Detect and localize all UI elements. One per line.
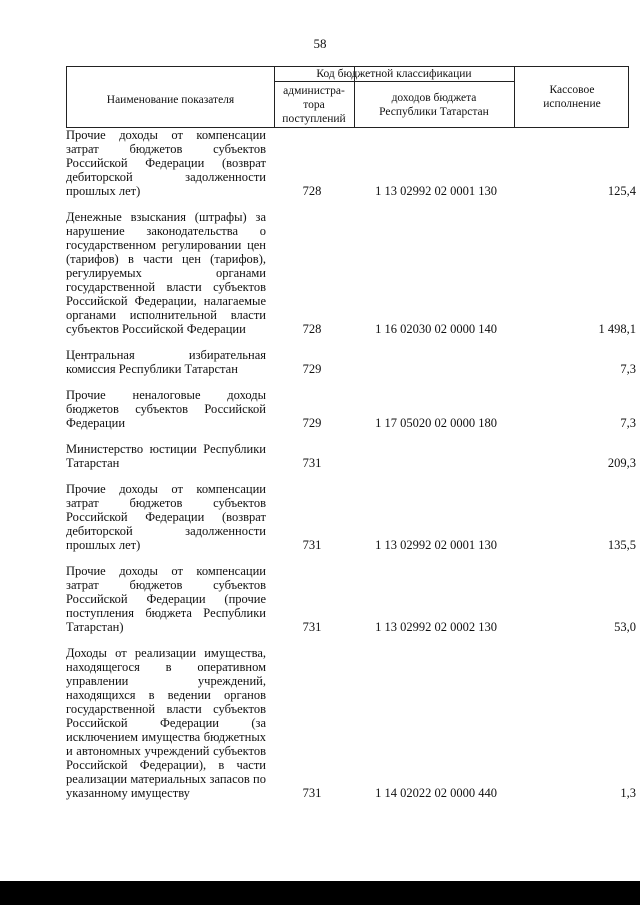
header-classification: Код бюджетной классификации	[316, 68, 472, 80]
row-amount: 135,5	[607, 538, 636, 552]
table-row	[66, 564, 636, 634]
row-code: 1 13 02992 02 0001 130	[375, 184, 497, 198]
header-execution-line: исполнение	[543, 98, 601, 110]
header-income-line: Республики Татарстан	[379, 106, 489, 118]
header-name: Наименование показателя	[106, 94, 235, 106]
row-amount: 209,3	[607, 456, 636, 470]
row-name: Министерство юстиции Республики Татарстан	[66, 442, 266, 470]
header-admin-line: администра-	[283, 85, 345, 97]
row-amount: 53,0	[614, 620, 636, 634]
row-name: Прочие неналоговые доходы бюджетов субъектов Российской Федерации	[66, 388, 266, 430]
row-amount: 1,3	[620, 786, 636, 800]
row-amount: 7,3	[620, 362, 636, 376]
table-row	[66, 348, 636, 376]
header-income	[354, 91, 514, 119]
row-name: Доходы от реализации имущества, находящегося в оперативном управлении учреждений, находящихся в ведении органов государственной власти субъектов Российской Федерации (за исключением имущества бюджетных и автономных учреждений субъектов Российской Федерации), в части реализации материальных запасов по указанному имуществу	[66, 646, 266, 800]
page-number: 58	[313, 36, 327, 51]
row-name: Прочие доходы от компенсации затрат бюджетов субъектов Российской Федерации (прочие поступления бюджета Республики Татарстан)	[66, 564, 266, 634]
table-header	[66, 66, 629, 128]
divider	[274, 81, 514, 82]
row-name: Центральная избирательная комиссия Республики Татарстан	[66, 348, 266, 376]
header-admin-line: поступлений	[282, 113, 346, 125]
row-code: 1 13 02992 02 0002 130	[375, 620, 497, 634]
header-execution	[514, 83, 630, 111]
row-admin: 728	[302, 322, 322, 336]
row-code: 1 14 02022 02 0000 440	[375, 786, 497, 800]
row-code: 1 13 02992 02 0001 130	[375, 538, 497, 552]
row-admin: 731	[302, 620, 322, 634]
row-name: Денежные взыскания (штрафы) за нарушение законодательства о государственном регулировании цен (тарифов) в части цен (тарифов), регулируемых органами государственной власти субъектов Российской Федерации, налагаемые органами исполнительной власти субъектов Российской Федерации	[66, 210, 266, 336]
header-income-line: доходов бюджета	[391, 92, 477, 104]
row-admin: 731	[302, 786, 322, 800]
row-name: Прочие доходы от компенсации затрат бюджетов субъектов Российской Федерации (возврат дебиторской задолженности прошлых лет)	[66, 482, 266, 552]
scan-border	[0, 881, 640, 905]
row-amount: 125,4	[607, 184, 636, 198]
header-execution-line: Кассовое	[549, 84, 595, 96]
row-code: 1 16 02030 02 0000 140	[375, 322, 497, 336]
table-row	[66, 482, 636, 552]
row-admin: 731	[302, 456, 322, 470]
row-code: 1 17 05020 02 0000 180	[375, 416, 497, 430]
row-admin: 729	[302, 416, 322, 430]
row-admin: 728	[302, 184, 322, 198]
header-admin	[274, 84, 354, 126]
table-body	[66, 128, 636, 800]
header-admin-line: тора	[303, 99, 325, 111]
row-admin: 729	[302, 362, 322, 376]
row-name: Прочие доходы от компенсации затрат бюджетов субъектов Российской Федерации (возврат дебиторской задолженности прошлых лет)	[66, 128, 266, 198]
row-admin: 731	[302, 538, 322, 552]
table-row	[66, 128, 636, 198]
table-row	[66, 388, 636, 430]
row-amount: 7,3	[620, 416, 636, 430]
table-row	[66, 210, 636, 336]
table-row	[66, 646, 636, 800]
row-amount: 1 498,1	[598, 322, 636, 336]
table-row	[66, 442, 636, 470]
